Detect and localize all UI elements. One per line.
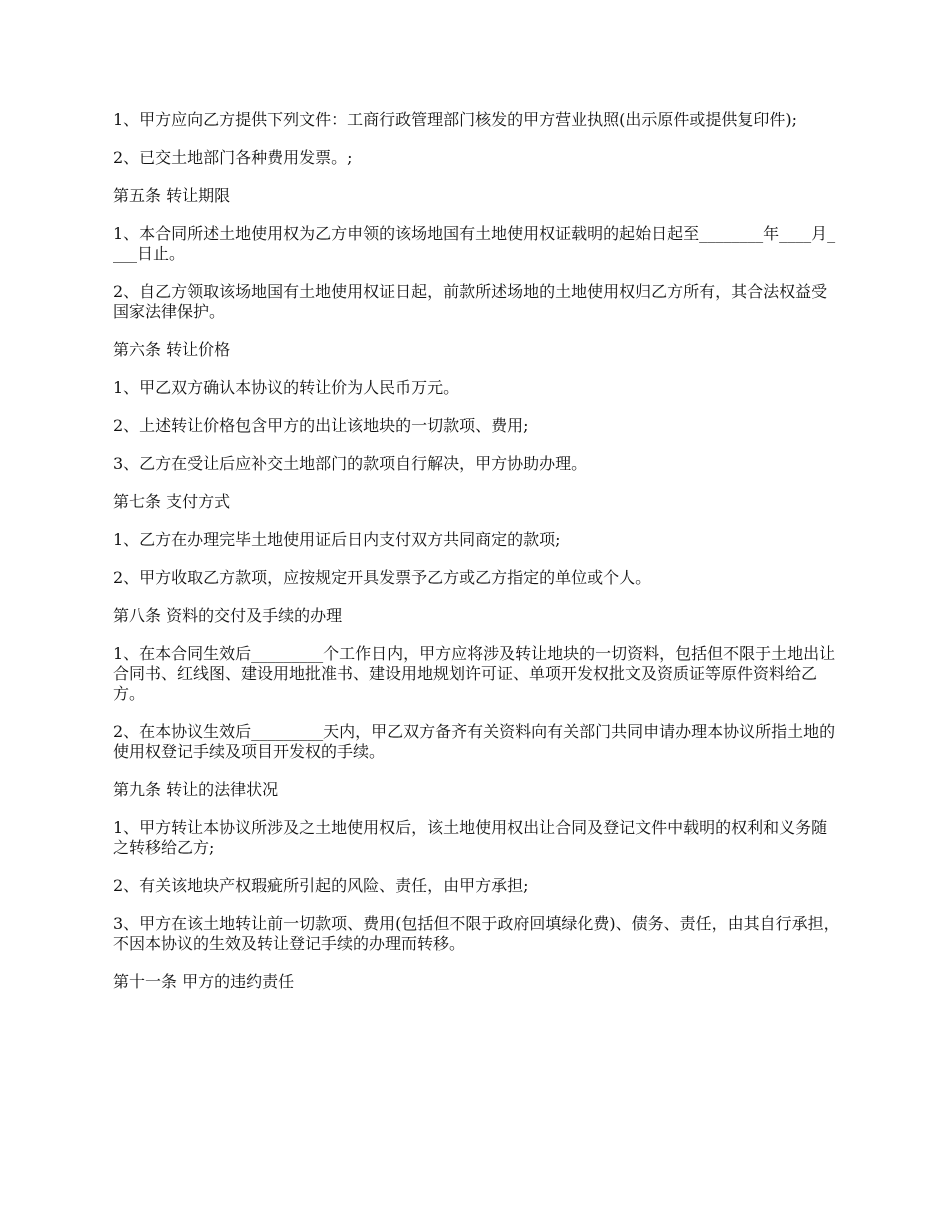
clause-item-2-invoices: 2、已交土地部门各种费用发票。;	[113, 148, 353, 167]
article-8-heading: 第八条 资料的交付及手续的办理	[113, 606, 343, 625]
article-6-heading: 第六条 转让价格	[113, 340, 231, 359]
article-6-item-2: 2、上述转让价格包含甲方的出让该地块的一切款项、费用;	[113, 416, 529, 435]
article-6-item-3: 3、乙方在受让后应补交土地部门的款项自行解决，甲方协助办理。	[113, 454, 588, 473]
article-9-item-3: 3、甲方在该土地转让前一切款项、费用(包括但不限于政府回填绿化费)、债务、责任，由其自行承担，不因本协议的生效及转让登记手续的办理而转移。	[113, 914, 840, 953]
article-9-item-2: 2、有关该地块产权瑕疵所引起的风险、责任，由甲方承担;	[113, 876, 529, 895]
article-7-heading: 第七条 支付方式	[113, 492, 231, 511]
article-11-heading: 第十一条 甲方的违约责任	[113, 972, 295, 991]
article-9-heading: 第九条 转让的法律状况	[113, 780, 279, 799]
article-8-item-2: 2、在本协议生效后_________天内，甲乙双方备齐有关资料向有关部门共同申请办理本协议所指土地的使用权登记手续及项目开发权的手续。	[113, 722, 836, 761]
article-9-item-1: 1、甲方转让本协议所涉及之土地使用权后，该土地使用权出让合同及登记文件中载明的权利和义务随之转移给乙方;	[113, 818, 828, 857]
article-7-item-2: 2、甲方收取乙方款项，应按规定开具发票予乙方或乙方指定的单位或个人。	[113, 568, 652, 587]
clause-item-1-documents: 1、甲方应向乙方提供下列文件：工商行政管理部门核发的甲方营业执照(出示原件或提供复印件);	[113, 110, 798, 129]
article-7-item-1: 1、乙方在办理完毕土地使用证后日内支付双方共同商定的款项;	[113, 530, 561, 549]
article-5-heading: 第五条 转让期限	[113, 186, 231, 205]
document-page	[113, 110, 843, 1010]
article-8-item-1: 1、在本合同生效后_________个工作日内，甲方应将涉及转让地块的一切资料，包括但不限于土地出让合同书、红线图、建设用地批准书、建设用地规划许可证、单项开发权批文及资质证等原件资料给乙方。	[113, 644, 836, 703]
article-6-item-1: 1、甲乙双方确认本协议的转让价为人民币万元。	[113, 378, 460, 397]
article-5-item-2: 2、自乙方领取该场地国有土地使用权证日起，前款所述场地的土地使用权归乙方所有，其合法权益受国家法律保护。	[113, 282, 828, 321]
article-5-item-1: 1、本合同所述土地使用权为乙方申领的该场地国有土地使用权证载明的起始日起至________年____月____日止。	[113, 224, 836, 263]
